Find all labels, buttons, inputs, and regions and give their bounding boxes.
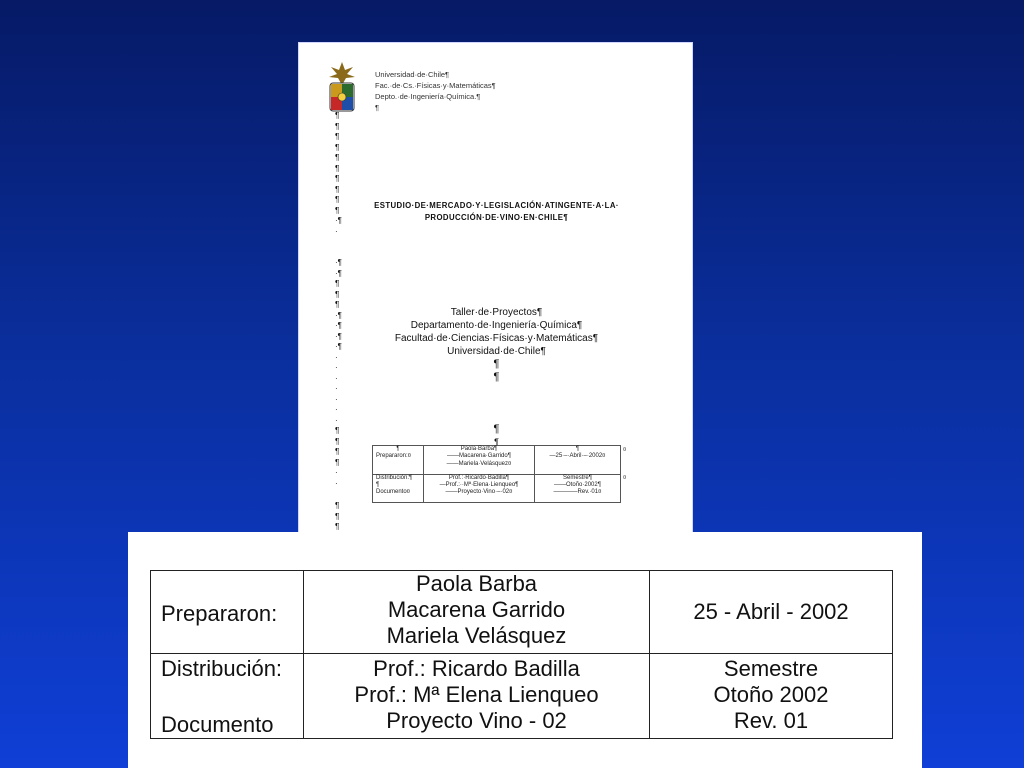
document-name: Proyecto Vino - 02 xyxy=(386,708,567,733)
pilcrow-mark: ¶ xyxy=(493,423,500,435)
department-line: Departamento·de·Ingeniería·Química¶ xyxy=(410,320,583,331)
distribution-cell xyxy=(304,654,650,739)
table-cell: Paola·Barba¶ ——Macarena·Garrido¶ ——Mariela·Velásquez¤ xyxy=(424,446,535,475)
distribution-line: Prof.: Ricardo Badilla xyxy=(373,656,580,681)
institution-header xyxy=(375,69,496,113)
paragraph-marks-column: ¶ ¶ ¶ ¶ ¶ ¶ ¶ ¶ ¶ ¶ ·¶ · ·¶ ·¶ ¶ ¶ ¶ ·¶ ·¶ ·¶ ·¶ · · · · · · · ¶ ¶ ¶ ¶ · · xyxy=(335,111,342,488)
revision-label: Rev. 01 xyxy=(733,708,809,733)
distribution-label: Distribución: xyxy=(161,656,283,681)
semester-term: Otoño 2002 xyxy=(713,682,829,707)
header-line: Fac.·de·Cs.·Físicas·y·Matemáticas¶ xyxy=(375,81,496,90)
table-cell: ¶ —25·–·Abril·–·2002¤ xyxy=(535,446,621,475)
crest-flame xyxy=(329,62,355,85)
table-row xyxy=(151,654,893,739)
header-line: ¶ xyxy=(375,103,380,112)
pilcrow-mark: ¶ xyxy=(493,358,500,370)
table-cell: Distribución:¶ ¶ Documento¤ xyxy=(373,474,424,503)
distribution-line: Prof.: Mª Elena Lienqueo xyxy=(354,682,599,707)
department-line: Facultad·de·Ciencias·Físicas·y·Matemáticas¶ xyxy=(394,333,599,344)
cell-end-mark: ¤ xyxy=(623,447,627,453)
semester-label: Semestre xyxy=(723,656,819,681)
zoomed-table-panel xyxy=(128,532,922,768)
prepared-by-label: Prepararon: xyxy=(151,571,304,654)
document-label: Documento xyxy=(161,712,274,737)
pilcrow-mark: ¶ xyxy=(494,437,499,447)
author-name: Paola Barba xyxy=(415,571,538,596)
department-line: Universidad·de·Chile¶ xyxy=(447,346,546,357)
table-row xyxy=(151,571,893,654)
table-cell: ¶ Prepararon:¤ xyxy=(373,446,424,475)
table-cell: Prof.:·Ricardo·Badilla¶ —Prof.:··Mª·Elena·Lienqueo¶ ——Proyecto·Vino·–·02¤ xyxy=(424,474,535,503)
document-page xyxy=(298,42,693,562)
table-cell: Semestre¶ ——Otoño·2002¶ ————Rev.·01¤ xyxy=(535,474,621,503)
authors-cell xyxy=(304,571,650,654)
header-line: Depto.·de·Ingeniería·Química.¶ xyxy=(375,92,481,101)
pilcrow-mark: ¶ xyxy=(493,371,500,383)
cell-end-mark: ¤ xyxy=(623,475,627,481)
university-crest-logo xyxy=(325,61,359,113)
author-name: Macarena Garrido xyxy=(387,597,566,622)
document-title xyxy=(299,200,693,224)
title-line: PRODUCCIÓN·DE·VINO·EN·CHILE¶ xyxy=(424,213,569,222)
department-line: Taller·de·Proyectos¶ xyxy=(450,307,543,318)
department-block xyxy=(299,306,693,358)
table-row xyxy=(373,474,621,503)
document-info-table-small xyxy=(372,445,621,503)
distribution-label-cell xyxy=(151,654,304,739)
table-row xyxy=(373,446,621,475)
semester-cell xyxy=(650,654,893,739)
document-info-table-zoomed xyxy=(150,570,893,739)
header-line: Universidad·de·Chile¶ xyxy=(375,70,450,79)
title-line: ESTUDIO·DE·MERCADO·Y·LEGISLACIÓN·ATINGENTE·A·LA· xyxy=(374,201,619,210)
paragraph-marks-bottom: ¶ ¶ ¶ xyxy=(335,501,340,531)
date-cell: 25 - Abril - 2002 xyxy=(650,571,893,654)
author-name: Mariela Velásquez xyxy=(386,623,567,648)
